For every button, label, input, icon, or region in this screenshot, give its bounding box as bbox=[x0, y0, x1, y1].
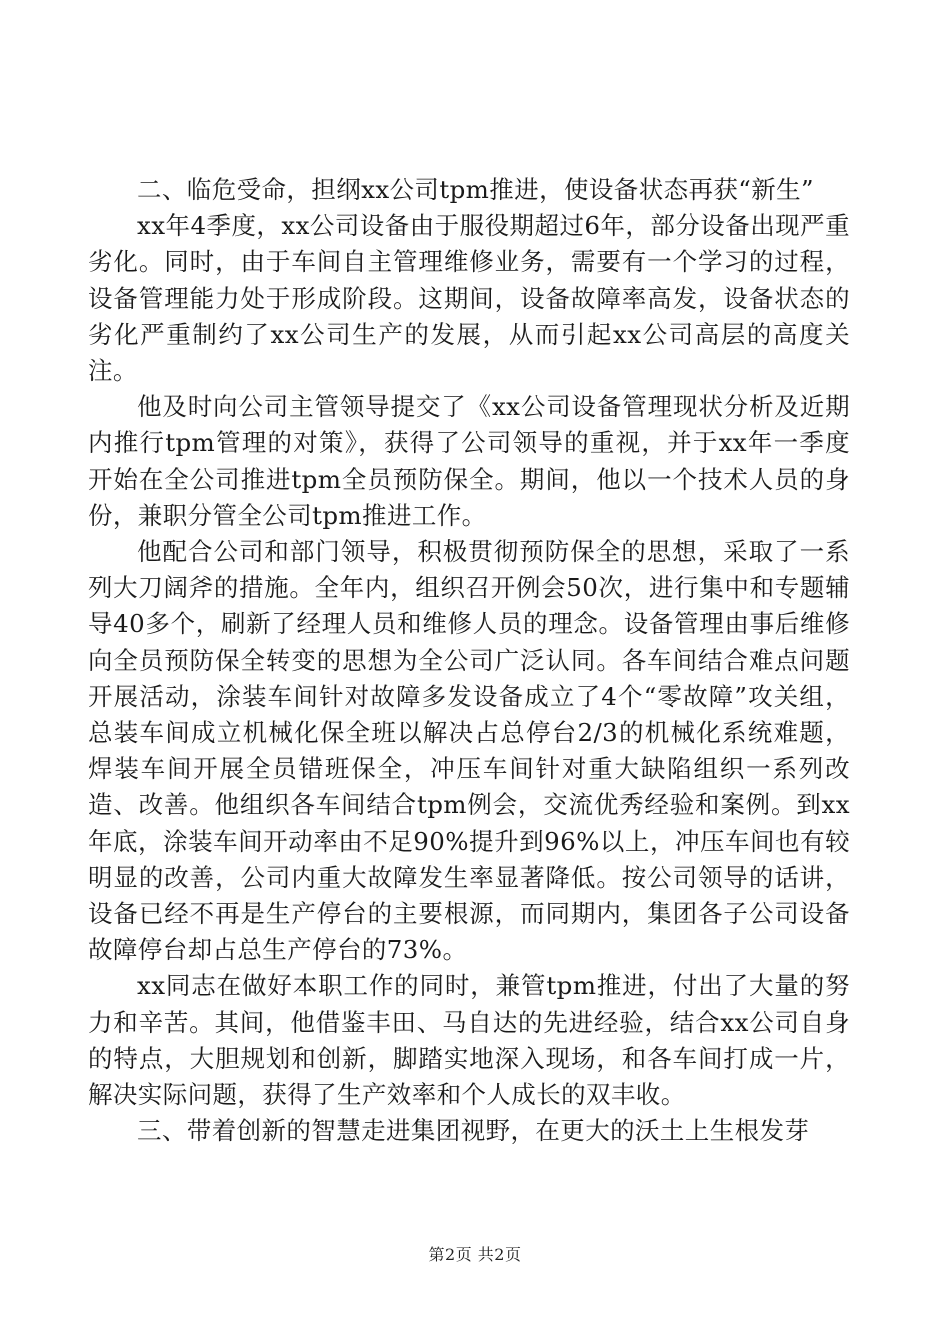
paragraph: xx同志在做好本职工作的同时，兼管tpm推进，付出了大量的努力和辛苦。其间，他借鉴丰田、马自达的先进经验，结合xx公司自身的特点，大胆规划和创新，脚踏实地深入现场，和各车间打成一片，解决实际问题，获得了生产效率和个人成长的双丰收。 bbox=[88, 971, 850, 1110]
document-body bbox=[88, 172, 850, 1149]
section-heading-3: 三、带着创新的智慧走进集团视野，在更大的沃土上生根发芽 bbox=[137, 1116, 810, 1146]
page-number-footer: 第2页 共2页 bbox=[428, 1245, 522, 1264]
paragraph: 他配合公司和部门领导，积极贯彻预防保全的思想，采取了一系列大刀阔斧的措施。全年内，组织召开例会50次，进行集中和专题辅导40多个，刷新了经理人员和维修人员的理念。设备管理由事后维修向全员预防保全转变的思想为全公司广泛认同。各车间结合难点问题开展活动，涂装车间针对故障多发设备成立了4个“零故障”攻关组，总装车间成立机械化保全班以解决占总停台2/3的机械化系统难题，焊装车间开展全员错班保全，冲压车间针对重大缺陷组织一系列改造、改善。他组织各车间结合tpm例会，交流优秀经验和案例。到xx年底，涂装车间开动率由不足90%提升到96%以上，冲压车间也有较明显的改善，公司内重大故障发生率显著降低。按公司领导的话讲，设备已经不再是生产停台的主要根源，而同期内，集团各子公司设备故障停台却占总生产停台的73%。 bbox=[88, 537, 850, 965]
paragraph: xx年4季度，xx公司设备由于服役期超过6年，部分设备出现严重劣化。同时，由于车间自主管理维修业务，需要有一个学习的过程，设备管理能力处于形成阶段。这期间，设备故障率高发，设备状态的劣化严重制约了xx公司生产的发展，从而引起xx公司高层的高度关注。 bbox=[88, 211, 850, 386]
section-heading-2: 二、临危受命，担纲xx公司tpm推进，使设备状态再获“新生” bbox=[137, 175, 814, 204]
paragraph: 他及时向公司主管领导提交了《xx公司设备管理现状分析及近期内推行tpm管理的对策》，获得了公司领导的重视，并于xx年一季度开始在全公司推进tpm全员预防保全。期间，他以一个技术人员的身份，兼职分管全公司tpm推进工作。 bbox=[88, 392, 850, 530]
